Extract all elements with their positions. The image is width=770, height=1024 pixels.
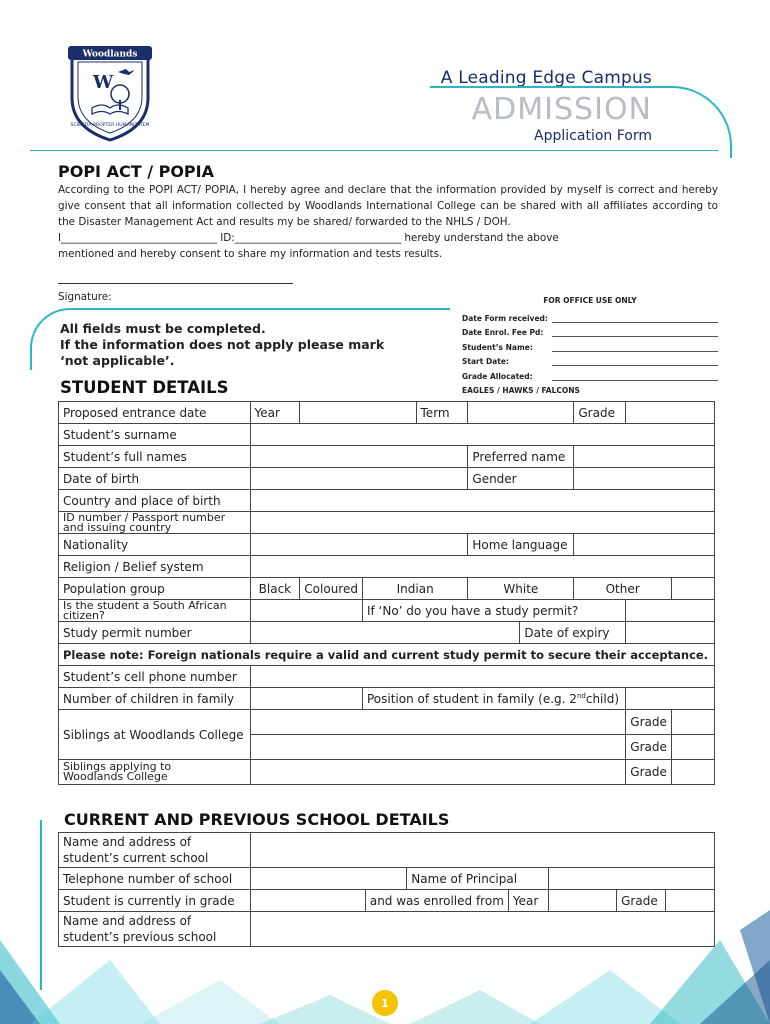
- page-title: ADMISSION: [471, 92, 652, 127]
- siblings-applying-label: Siblings applying to Woodlands College: [59, 760, 251, 785]
- popi-heading: POPI ACT / POPIA: [58, 162, 214, 181]
- current-school-input[interactable]: [250, 833, 714, 868]
- student-details-heading: STUDENT DETAILS: [60, 378, 229, 397]
- cell-phone-label: Student’s cell phone number: [59, 666, 251, 688]
- population-label: Population group: [59, 578, 251, 600]
- enrolled-grade-label: Grade: [617, 890, 666, 912]
- pop-option-indian[interactable]: Indian: [362, 578, 467, 600]
- enrolled-from-label: and was enrolled from: [365, 890, 508, 912]
- siblings-at-label: Siblings at Woodlands College: [59, 710, 251, 760]
- page-number: 1: [381, 996, 389, 1010]
- preferred-name-input[interactable]: [574, 446, 715, 468]
- table-row: [59, 490, 715, 512]
- sibling-applying-grade-label: Grade: [626, 760, 672, 785]
- table-row: [59, 710, 715, 735]
- office-field-label: Date Enrol. Fee Pd:: [462, 328, 544, 338]
- office-field-fee-paid[interactable]: [462, 326, 718, 341]
- table-row: [59, 468, 715, 490]
- table-row: [59, 446, 715, 468]
- table-row: [59, 600, 715, 622]
- current-grade-label: Student is currently in grade: [59, 890, 251, 912]
- full-names-input[interactable]: [250, 446, 468, 468]
- table-row: [59, 760, 715, 785]
- surname-label: Student’s surname: [59, 424, 251, 446]
- table-row: [59, 644, 715, 666]
- svg-text:Woodlands: Woodlands: [82, 49, 138, 60]
- sibling-1-name-input[interactable]: [250, 710, 626, 735]
- position-input[interactable]: [626, 688, 715, 710]
- principal-input[interactable]: [548, 868, 714, 890]
- expiry-label: Date of expiry: [520, 622, 626, 644]
- table-row: [59, 556, 715, 578]
- pop-option-coloured[interactable]: Coloured: [300, 578, 363, 600]
- term-label: Term: [416, 402, 468, 424]
- notice-line-2: If the information does not apply please mark: [60, 337, 385, 352]
- school-details-heading: CURRENT AND PREVIOUS SCHOOL DETAILS: [64, 810, 450, 829]
- study-permit-question: If ‘No’ do you have a study permit?: [362, 600, 625, 622]
- table-row: [59, 833, 715, 868]
- num-children-input[interactable]: [250, 688, 362, 710]
- religion-label: Religion / Belief system: [59, 556, 251, 578]
- dob-input[interactable]: [250, 468, 468, 490]
- signature-line[interactable]: [58, 283, 293, 284]
- dob-label: Date of birth: [59, 468, 251, 490]
- student-details-table: [58, 401, 715, 785]
- office-houses: EAGLES / HAWKS / FALCONS: [462, 385, 580, 395]
- office-field-label: Grade Allocated:: [462, 371, 533, 381]
- office-field-label: Date Form received:: [462, 313, 548, 323]
- page-number-badge: [372, 990, 398, 1016]
- table-row: [59, 622, 715, 644]
- sibling-2-grade-label: Grade: [626, 735, 672, 760]
- office-field-student-name[interactable]: [462, 340, 718, 355]
- proposed-entrance-label: Proposed entrance date: [59, 402, 251, 424]
- popi-consent-line: mentioned and hereby consent to share my information and tests results.: [58, 248, 443, 260]
- office-use-heading: FOR OFFICE USE ONLY: [543, 296, 637, 305]
- signature-label: Signature:: [58, 291, 112, 303]
- term-input[interactable]: [468, 402, 574, 424]
- id-number-label: ID number / Passport number and issuing country: [59, 512, 251, 534]
- foreign-nationals-note: Please note: Foreign nationals require a valid and current study permit to secure their acceptance.: [59, 644, 715, 666]
- sibling-1-grade-label: Grade: [626, 710, 672, 735]
- sibling-2-name-input[interactable]: [250, 735, 626, 760]
- completion-notice: [60, 321, 384, 369]
- grade-label: Grade: [574, 402, 626, 424]
- svg-text:W: W: [93, 72, 114, 93]
- current-school-label: Name and address of student’s current school: [59, 833, 251, 868]
- expiry-input[interactable]: [626, 622, 715, 644]
- header-swoosh: [430, 86, 732, 158]
- pop-option-blank[interactable]: [671, 578, 714, 600]
- permit-number-input[interactable]: [250, 622, 520, 644]
- principal-label: Name of Principal: [407, 868, 548, 890]
- pop-option-black[interactable]: Black: [250, 578, 300, 600]
- tagline: A Leading Edge Campus: [440, 68, 652, 88]
- table-row: [59, 402, 715, 424]
- office-field-start-date[interactable]: [462, 355, 718, 370]
- college-crest-logo: [62, 42, 158, 142]
- surname-input[interactable]: [250, 424, 715, 446]
- office-field-label: Start Date:: [462, 357, 509, 367]
- popi-name-id-line[interactable]: I______________________________ ID:________________________________ hereby understand the above: [58, 232, 559, 244]
- table-row: [59, 666, 715, 688]
- nationality-input[interactable]: [250, 534, 468, 556]
- preferred-name-label: Preferred name: [468, 446, 574, 468]
- popi-body: According to the POPI ACT/ POPIA, I hereby agree and declare that the information provided by myself is correct and hereby give consent that all information collected by Woodlands International College can be shared with all affiliates according to the Disaster Management Act and results my be shared/ forwarded to the NHLS / DOH.: [58, 184, 718, 228]
- sibling-2-grade-input[interactable]: [671, 735, 714, 760]
- popi-consent-text: [58, 182, 718, 262]
- full-names-label: Student’s full names: [59, 446, 251, 468]
- table-row: [59, 578, 715, 600]
- notice-line-1: All fields must be completed.: [60, 321, 266, 336]
- religion-input[interactable]: [250, 556, 715, 578]
- notice-line-3: ‘not applicable’.: [60, 353, 175, 368]
- sa-citizen-input[interactable]: [250, 600, 362, 622]
- office-use-box: [462, 296, 718, 395]
- home-language-input[interactable]: [574, 534, 715, 556]
- country-birth-input[interactable]: [250, 490, 715, 512]
- nationality-label: Nationality: [59, 534, 251, 556]
- pop-option-white[interactable]: White: [468, 578, 574, 600]
- office-field-label: Student’s Name:: [462, 342, 533, 352]
- home-language-label: Home language: [468, 534, 574, 556]
- permit-number-label: Study permit number: [59, 622, 251, 644]
- table-row: [59, 868, 715, 890]
- id-number-input[interactable]: [250, 512, 715, 534]
- sibling-applying-grade-input[interactable]: [671, 760, 714, 785]
- pop-option-other[interactable]: Other: [574, 578, 672, 600]
- page-subtitle: Application Form: [534, 128, 652, 144]
- table-row: [59, 424, 715, 446]
- sibling-applying-input[interactable]: [250, 760, 626, 785]
- gender-label: Gender: [468, 468, 574, 490]
- cell-phone-input[interactable]: [250, 666, 715, 688]
- year-input[interactable]: [300, 402, 416, 424]
- year-label: Year: [250, 402, 300, 424]
- grade-input[interactable]: [626, 402, 715, 424]
- table-row: [59, 512, 715, 534]
- previous-school-label: Name and address of student’s previous school: [59, 912, 251, 947]
- table-row: [59, 534, 715, 556]
- num-children-label: Number of children in family: [59, 688, 251, 710]
- svg-text:SCIENTIA PROPTER HUMANITATEM: SCIENTIA PROPTER HUMANITATEM: [70, 123, 150, 128]
- sa-citizen-label: Is the student a South African citizen?: [59, 600, 251, 622]
- school-telephone-input[interactable]: [250, 868, 407, 890]
- office-field-date-received[interactable]: [462, 311, 718, 326]
- enrolled-year-label: Year: [508, 890, 548, 912]
- position-label: Position of student in family (e.g. 2ndchild): [362, 688, 625, 710]
- country-birth-label: Country and place of birth: [59, 490, 251, 512]
- sibling-1-grade-input[interactable]: [671, 710, 714, 735]
- gender-input[interactable]: [574, 468, 715, 490]
- table-row: [59, 688, 715, 710]
- school-telephone-label: Telephone number of school: [59, 868, 251, 890]
- office-field-grade-allocated[interactable]: [462, 369, 718, 384]
- study-permit-answer[interactable]: [626, 600, 715, 622]
